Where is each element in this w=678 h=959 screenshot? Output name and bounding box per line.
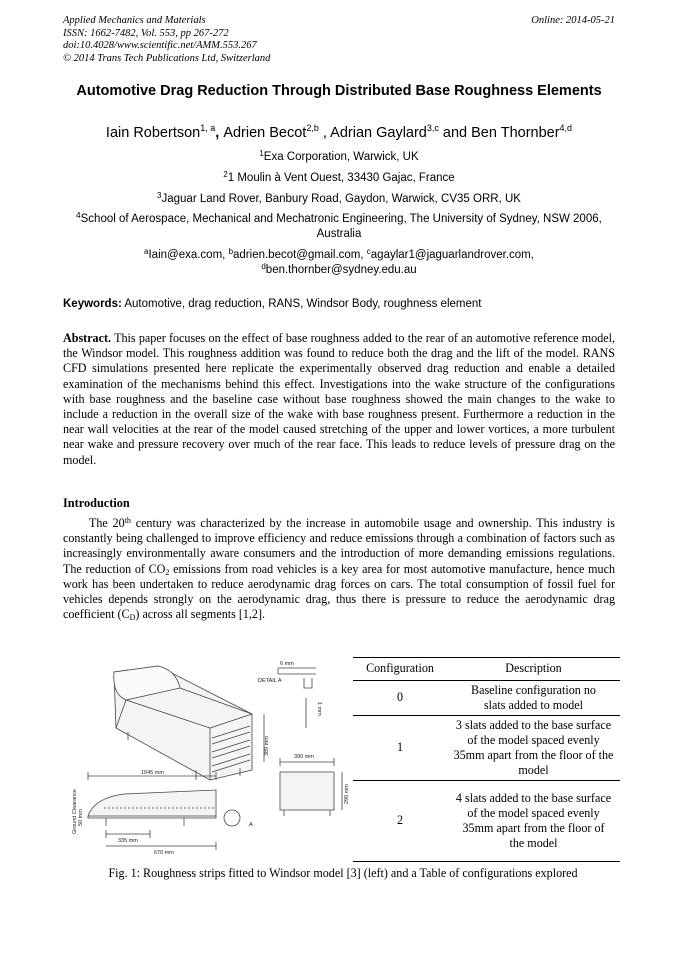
journal-header xyxy=(63,15,270,65)
section-marker: A xyxy=(249,822,253,828)
dim-wheelbase-2: 670 mm xyxy=(154,850,174,856)
online-date: Online: 2014-05-21 xyxy=(531,15,615,26)
author-list: Iain Robertson$^{1, a}$, Adrien Becot$^{2,b}$ , Adrian Gaylard$^{3,c}$ and Ben Thornber$^{4,d}$ xyxy=(105,123,573,141)
author-name: Adrien Becot xyxy=(223,125,307,141)
dim-wheelbase-1: 335 mm xyxy=(118,838,138,844)
table-header: Description xyxy=(447,658,620,681)
table-header: Configuration xyxy=(353,658,447,681)
journal-name: Applied Mechanics and Materials xyxy=(63,15,206,26)
email-sup: c xyxy=(366,247,371,256)
author-sup: 4,d xyxy=(559,123,573,133)
paper-title: Automotive Drag Reduction Through Distributed Base Roughness Elements xyxy=(76,83,602,99)
author-name: Ben Thornber xyxy=(471,125,560,141)
affiliation-sup: 4 xyxy=(76,211,81,220)
table-row xyxy=(353,781,620,862)
author-sup: 3,c xyxy=(426,123,439,133)
email-link[interactable]: Iain@exa.com xyxy=(148,249,223,261)
dim-389mm: 389 mm xyxy=(264,736,270,756)
journal-copyright: © 2014 Trans Tech Publications Ltd, Switzerland xyxy=(63,52,271,64)
dim-length: 1045 mm xyxy=(141,770,164,776)
dim-1mm: 1 mm xyxy=(316,702,322,716)
email-link[interactable]: adrien.becot@gmail.com xyxy=(233,249,361,261)
table-cell-desc: 4 slats added to the base surface of the model spaced evenly 35mm apart from the floor of the model xyxy=(447,781,620,862)
author-name: Adrian Gaylard xyxy=(330,125,427,141)
keywords xyxy=(63,298,623,310)
dim-6mm: 6 mm xyxy=(280,661,294,667)
author-name: Iain Robertson xyxy=(105,125,201,141)
section-heading: Introduction xyxy=(63,496,130,510)
dim-clearance: 50 mm xyxy=(78,809,84,826)
affiliation-sup: 3 xyxy=(157,191,162,200)
dim-rear-height: 290 mm xyxy=(344,784,350,804)
keywords-text: Automotive, drag reduction, RANS, Windsor Body, roughness element xyxy=(124,298,482,310)
email-sup: b xyxy=(228,247,234,256)
windsor-model-figure xyxy=(66,658,352,866)
affiliation xyxy=(63,212,615,241)
intro-sub: 2 xyxy=(165,567,170,577)
email-list: $^a$Iain@exa.com, $^b$adrien.becot@gmail.com, $^c$agaylar1@jaguarlandrover.com, $^d$ben.thornber@sydney.edu.au xyxy=(144,247,534,276)
email-link[interactable]: ben.thornber@sydney.edu.au xyxy=(265,263,417,276)
affiliation-sup: 2 xyxy=(223,170,228,179)
detail-a-label: DETAIL A xyxy=(258,678,282,684)
table-cell-desc: 3 slats added to the base surface of the model spaced evenly 35mm apart from the floor of the model xyxy=(447,716,620,781)
table-header-row xyxy=(353,658,620,681)
email-sup: d xyxy=(261,261,266,271)
figure-caption: Fig. 1: Roughness strips fitted to Windsor model [3] (left) and a Table of configurations explored xyxy=(108,866,578,880)
email-link[interactable]: agaylar1@jaguarlandrover.com xyxy=(370,249,531,261)
keywords-label: Keywords: xyxy=(63,298,122,310)
table-row xyxy=(353,681,620,716)
windsor-model-drawing xyxy=(66,658,352,866)
affiliation xyxy=(63,171,615,186)
affiliation xyxy=(63,150,615,165)
table-cell-config: 0 xyxy=(353,681,447,716)
table-row xyxy=(353,716,620,781)
ground-clearance-label: Ground Clearance xyxy=(72,789,78,834)
journal-issn: ISSN: 1662-7482, Vol. 553, pp 267-272 xyxy=(63,27,229,39)
introduction-paragraph xyxy=(63,516,615,622)
intro-text: century was characterized by the increase in automobile usage and ownership. This industry is constantly being challenged to improve efficiency and reduce emissions through a combination of factors such as increasingly environmentally aware consumers and the introduction of more demanding emissions regulations. The reduction of CO xyxy=(63,516,615,576)
author-sup: 1, a xyxy=(200,123,216,133)
affiliation xyxy=(63,192,615,207)
intro-text: The 20 xyxy=(89,516,125,530)
intro-text: emissions from road vehicles is a key area for most automotive manufacture, hence much work has been undertaken to reduce aerodynamic drag forces on cars. The total consumption of fossil fuel for vehicles depends strongly on the aerodynamic drag, thus there is pressure to reduce the aerodynamic drag coefficient (C xyxy=(63,561,615,622)
affiliation-text: 1 Moulin à Vent Ouest, 33430 Gajac, France xyxy=(227,172,455,184)
intro-sub: D xyxy=(129,613,136,623)
affiliation-text: Jaguar Land Rover, Banbury Road, Gaydon, Warwick, CV35 ORR, UK xyxy=(161,193,521,205)
intro-sup: th xyxy=(124,516,131,525)
table-cell-config: 1 xyxy=(353,716,447,781)
affiliation-sup: 1 xyxy=(259,149,264,158)
affiliation-text: School of Aerospace, Mechanical and Mechatronic Engineering, The University of Sydney, NSW 2006, Australia xyxy=(80,213,602,240)
author-sup: 2,b xyxy=(306,123,319,133)
journal-doi: doi:10.4028/www.scientific.net/AMM.553.267 xyxy=(63,40,257,51)
table-cell-desc: Baseline configuration no slats added to model xyxy=(447,681,620,716)
intro-text: ) across all segments [1,2]. xyxy=(135,607,266,622)
abstract-text: This paper focuses on the effect of base roughness added to the rear of an automotive reference model, the Windsor model. This roughness addition was found to reduce both the drag and the lift of the model. RANS CFD simulations presented here replicate the experimentally observed drag reduction and enable a detailed examination of the mechanisms behind this effect. Investigations into the wake structure of the configurations with base roughness and the baseline case without base roughness showed the main changes to the wake to include a reduction in the overall size of the wake with base roughness present. Furthermore a reduction in the near wall velocities at the rear of the model caused stretching of the upper and lower vortices, a more turbulent near wake and pressure recovery over much of the rear face. This leads to reduce levels of pressure drag on the model. xyxy=(63,331,616,467)
configuration-table xyxy=(353,657,620,862)
abstract-label: Abstract. xyxy=(63,331,112,345)
dim-width: 390 mm xyxy=(294,754,314,760)
affiliation-text: Exa Corporation, Warwick, UK xyxy=(263,151,419,163)
table-cell-config: 2 xyxy=(353,781,447,862)
email-sup: a xyxy=(144,247,149,256)
abstract xyxy=(63,331,615,468)
